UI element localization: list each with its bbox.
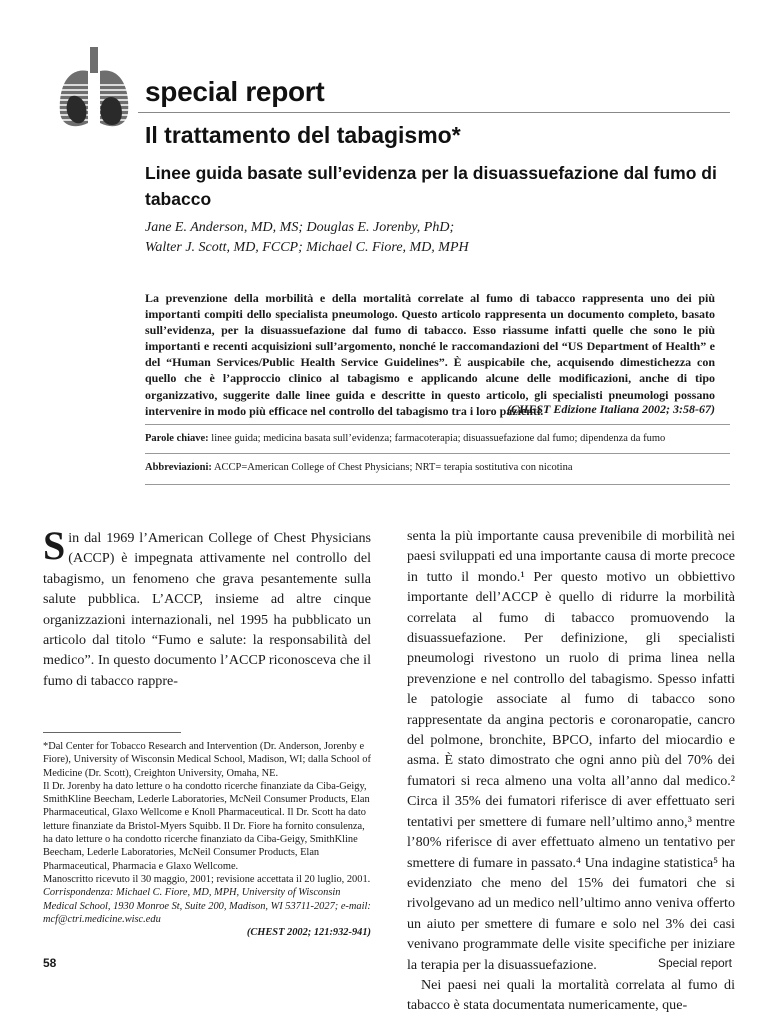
footnote-citation: (CHEST 2002; 121:932-941) [246, 927, 371, 939]
header-rule [138, 112, 730, 113]
correspondence-text: Michael C. Fiore, MD, MPH, University of Wisconsin Medical School, 1930 Monroe St, Suite 200, Madison, WI 53711-2027; e-mail: mcf@ctri.medicine.wisc.edu [43, 887, 371, 925]
divider [145, 484, 730, 485]
body-paragraph: senta la più importante causa prevenibile di morbilità nei paesi sviluppati ed una importante causa di morte precoce in tutto il mondo.¹ Per questo motivo un obbiettivo importante dell’ACCP è quello di ridurre la morbilità correlata al fumo di tabacco promuovendo la disuassuefazione. Per definizione, gli specialisti pneumologi rivestono un ruolo di prima linea nella prevenzione e nel controllo del tabagismo. Spesso infatti le patologie associate al fumo di tabacco sono rappresentate da angina pectoris e coronaropatie, cancro del polmone, bronchite, BPCO, infarto del miocardio e asma. È stato dimostrato che ogni anno più del 70% dei fumatori si reca almeno una volta all’anno dal medico.² Circa il 35% dei fumatori riferisce di aver effettuato seri tentativi per smettere di fumare nell’ultimo anno,³ mentre l’80% riferisce di aver effettuato almeno un tentativo per smettere di fumare in passato.⁴ Una indagine statistica⁵ ha evidenziato che meno del 15% dei fumatori che si rivolgevano ad un medico nell’ultimo anno veniva offerto un aiuto per smettere di fumare e solo nel 3% dei casi venivano programmate delle visite specifiche per iniziare la terapia per la disuassuefazione. [407, 528, 735, 973]
footnote-affiliation: *Dal Center for Tobacco Research and Intervention (Dr. Anderson, Jorenby e Fiore), University of Wisconsin Medical School, Madison, WI; dalla School of Medicine (Dr. Scott), Creighton University, Omaha, NE. [43, 741, 371, 779]
keywords [145, 432, 735, 446]
abstract-citation: (CHEST Edizione Italiana 2002; 3:58-67) [506, 402, 715, 416]
footnote-disclosure: Il Dr. Jorenby ha dato letture o ha condotto ricerche finanziate da Ciba-Geigy, SmithKline Beecham, Lederle Laboratories, McNeil Consumer Products, Elan Pharmaceutical, Glaxo Wellcome e Knoll Pharmaceutical. Il Dr. Scott ha dato letture finanziate da Bristol-Myers Squibb. Il Dr. Fiore ha fornito consulenza, ha dato letture o ha condotto ricerche finanziato da Ciba-Geigy, SmithKline Beecham, Lederle Laboratories, McNeil Consumer Products, Elan Pharmaceutical, Pharmacia e Glaxo Wellcome. [43, 780, 370, 872]
authors-line: Walter J. Scott, MD, FCCP; Michael C. Fiore, MD, MPH [145, 240, 469, 255]
abbreviations-text: ACCP=American College of Chest Physicians; NRT= terapia sostitutiva con nicotina [211, 462, 573, 473]
correspondence-label: Corrispondenza: [43, 887, 114, 899]
lungs-logo-icon [54, 43, 134, 133]
page-number: 58 [43, 956, 57, 970]
body-column-left [43, 523, 371, 691]
article-subtitle: Linee guida basate sull’evidenza per la disuassuefazione dal fumo di tabacco [145, 163, 717, 209]
body-paragraph: Nei paesi nei quali la mortalità correlata al fumo di tabacco è stata documentata numericamente, que- [407, 976, 735, 1014]
body-column-right [407, 526, 735, 1016]
author-list [145, 218, 705, 258]
abbreviations-label: Abbreviazioni: [145, 462, 212, 473]
authors-line: Jane E. Anderson, MD, MS; Douglas E. Jorenby, PhD; [145, 220, 455, 235]
keywords-text: linee guida; medicina basata sull’evidenza; farmacoterapia; disuassuefazione dal fumo; dipendenza da fumo [208, 433, 666, 444]
abstract: La prevenzione della morbilità e della mortalità correlate al fumo di tabacco rappresenta uno dei più importanti compiti dello specialista pneumologo. Questo articolo rappresenta un documento completo, basato sull’evidenza, per la disuassuefazione dal fumo di tabacco. Esso riassume infatti quelle che sono le più importanti e recenti acquisizioni sull’argomento, nonché le raccomandazioni del “US Department of Health” e del “Human Services/Public Health Service Guidelines”. È auspicabile che, acquisendo dimestichezza con quello che è l’approccio clinico al tabagismo e applicando alcune delle modificazioni, anche di tipo organizzativo, suggerite dalle linee guida e descritte in questo articolo, gli specialisti pneumologi possano intervenire in modo più efficace nel controllo del tabagismo tra i loro pazienti. [145, 291, 715, 418]
divider [145, 453, 730, 454]
abbreviations [145, 461, 735, 475]
footnote-correspondence [43, 886, 371, 926]
footnote-received: Manoscritto ricevuto il 30 maggio, 2001; revisione accettata il 20 luglio, 2001. [43, 873, 371, 885]
article-title: Il trattamento del tabagismo* [145, 122, 461, 148]
body-paragraph: in dal 1969 l’American College of Chest Physicians (ACCP) è impegnata attivamente nel controllo del tabagismo, un fenomeno che grava pesantemente sulla salute pubblica. L’ACCP, insieme ad altre cinque organizzazioni internazionali, nel 1995 ha pubblicato un articolo dal titolo “Fumo e salute: la responsabilità del medico”. In questo documento l’ACCP riconosceva che il fumo di tabacco rappre- [43, 530, 371, 689]
divider [145, 424, 730, 425]
keywords-label: Parole chiave: [145, 433, 209, 444]
running-footer: Special report [657, 956, 732, 970]
section-label: special report [145, 76, 325, 107]
footnote-rule [43, 732, 181, 733]
footnote [43, 740, 371, 939]
drop-cap: S [43, 523, 66, 568]
